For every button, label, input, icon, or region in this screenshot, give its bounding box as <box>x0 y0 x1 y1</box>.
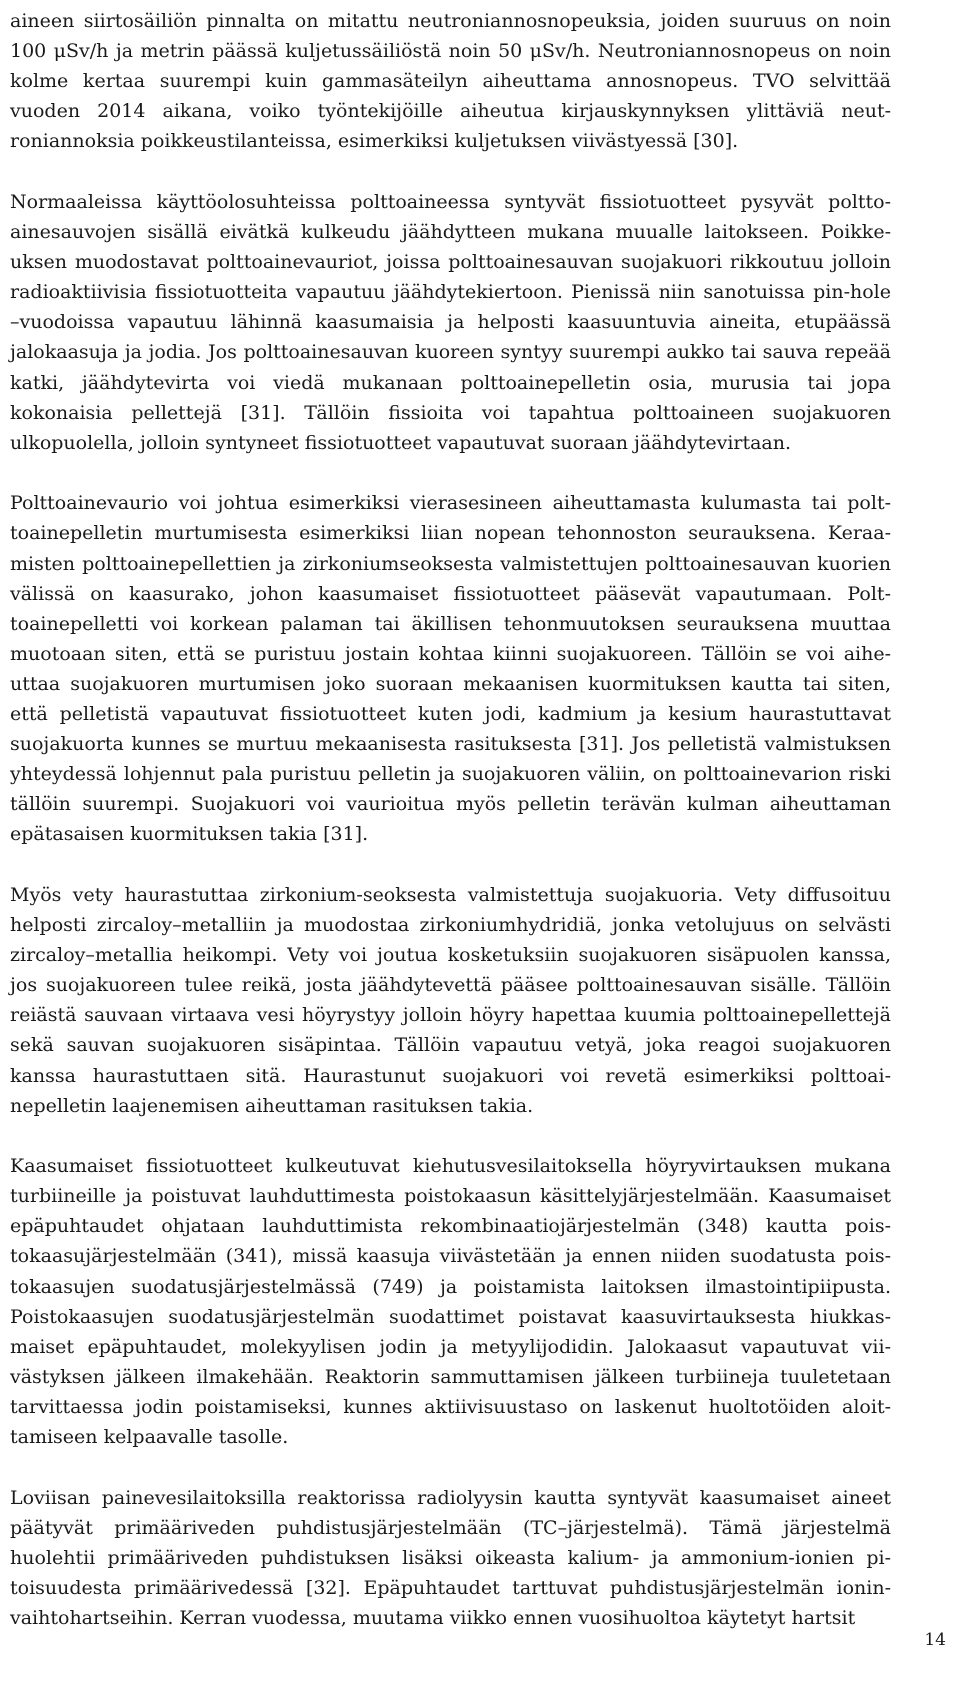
paragraph-gap <box>10 1452 891 1483</box>
paragraph-loviisa: Loviisan painevesilaitoksilla reaktorissa radiolyysin kautta syntyvät kaasumaiset aineet päätyvät primääriveden puhdistusjärjestelmään (TC–järjestelmä). Tämä järjestelmä huolehtii primääriveden puhdistuksen lisäksi oikeasta kalium- ja ammonium-ionien pitoisuudesta primäärivedessä [32]. Epäpuhtaudet tarttuvat puhdistusjärjestelmän ioninvaihtohartseihin. Kerran vuodessa, muutama viikko ennen vuosihuoltoa käytetyt hartsit <box>10 1486 891 1629</box>
paragraph-gap <box>10 156 891 187</box>
paragraph-gap <box>10 1121 891 1152</box>
paragraph-gaseous-fission-products: Kaasumaiset fissiotuotteet kulkeutuvat kiehutusvesilaitoksella höyryvirtauksen mukana turbiineille ja poistuvat lauhduttimesta poistokaasun käsittelyjärjestelmään. Kaasumaiset epäpuhtaudet ohjataan lauhduttimista rekombinaatiojärjestelmän (348) kautta poistokaasujärjestelmään (341), missä kaasuja viivästetään ja ennen niiden suodatusta poistokaasujen suodatusjärjestelmässä (749) ja poistamista laitoksen ilmastointipiipusta. Poistokaasujen suodatusjärjestelmän suodattimet poistavat kaasuvirtauksesta hiukkasmaiset epäpuhtaudet, molekyylisen jodin ja metyylijodidin. Jalokaasut vapautuvat viivästyksen jälkeen ilmakehään. Reaktorin sammuttamisen jälkeen turbiineja tuuletetaan tarvittaessa jodin poistamiseksi, kunnes aktiivisuustaso on laskenut huoltotöiden aloittamiseen kelpaavalle tasolle. <box>10 1155 891 1449</box>
page-number: 14 <box>924 1630 946 1650</box>
paragraph-gap <box>10 458 891 489</box>
paragraph-gap <box>10 849 891 880</box>
paragraph-neutron-dose: aineen siirtosäiliön pinnalta on mitattu neutroniannosnopeuksia, joiden suuruus on noin 100 μSv/h ja metrin päässä kuljetussäiliöstä noin 50 μSv/h. Neutroniannosnopeus on noin kolme kertaa suurempi kuin gammasäteilyn aiheuttama annosnopeus. TVO selvittää vuoden 2014 aikana, voiko työntekijöille aiheutua kirjauskynnyksen ylittäviä neutroniannoksia poikkeustilanteissa, esimerkiksi kuljetuksen viivästyessä [30]. <box>10 10 891 153</box>
paragraph-fission-products: Normaaleissa käyttöolosuhteissa polttoaineessa syntyvät fissiotuotteet pysyvät polttoainesauvojen sisällä eivätkä kulkeudu jäähdytteen mukana muualle laitokseen. Poikkeuksen muodostavat polttoainevauriot, joissa polttoainesauvan suojakuori rikkoutuu jolloin radioaktiivisia fissiotuotteita vapautuu jäähdytekiertoon. Pienissä niin sanotuissa pin-hole –vuodoissa vapautuu lähinnä kaasumaisia ja helposti kaasuuntuvia aineita, etupäässä jalokaasuja ja jodia. Jos polttoainesauvan kuoreen syntyy suurempi aukko tai sauva repeää katki, jäähdytevirta voi viedä mukanaan polttoainepelletin osia, murusia tai jopa kokonaisia pellettejä [31]. Tällöin fissioita voi tapahtua polttoaineen suojakuoren ulkopuolella, jolloin syntyneet fissiotuotteet vapautuvat suoraan jäähdytevirtaan. <box>10 190 891 454</box>
paragraph-hydrogen: Myös vety haurastuttaa zirkonium-seoksesta valmistettuja suojakuoria. Vety diffusoituu helposti zircaloy–metalliin ja muodostaa zirkoniumhydridiä, jonka vetolujuus on selvästi zircaloy–metallia heikompi. Vety voi joutua kosketuksiin suojakuoren sisäpuolen kanssa, jos suojakuoreen tulee reikä, josta jäähdytevettä pääsee polttoainesauvan sisälle. Tällöin reiästä sauvaan virtaava vesi höyrystyy jolloin höyry hapettaa kuumia polttoainepellettejä sekä sauvan suojakuoren sisäpintaa. Tällöin vapautuu vetyä, joka reagoi suojakuoren kanssa haurastuttaen sitä. Haurastunut suojakuori voi revetä esimerkiksi polttoainepelletin laajenemisen aiheuttaman rasituksen takia. <box>10 883 891 1117</box>
paragraph-fuel-damage: Polttoainevaurio voi johtua esimerkiksi vierasesineen aiheuttamasta kulumasta tai polttoainepelletin murtumisesta esimerkiksi liian nopean tehonnoston seurauksena. Keraamisten polttoainepellettien ja zirkoniumseoksesta valmistettujen polttoainesauvan kuorien välissä on kaasurako, johon kaasumaiset fissiotuotteet pääsevät vapautumaan. Polttoainepelletti voi korkean palaman tai äkillisen tehonmuutoksen seurauksena muuttaa muotoaan siten, että se puristuu jostain kohtaa kiinni suojakuoreen. Tällöin se voi aiheuttaa suojakuoren murtumisen joko suoraan mekaanisen kuormituksen kautta tai siten, että pelletistä vapautuvat fissiotuotteet kuten jodi, kadmium ja kesium haurastuttavat suojakuorta kunnes se murtuu mekaanisesta rasituksesta [31]. Jos pelletistä valmistuksen yhteydessä lohjennut pala puristuu pelletin ja suojakuoren väliin, on polttoainevarion riski tällöin suurempi. Suojakuori voi vaurioitua myös pelletin terävän kulman aiheuttaman epätasaisen kuormituksen takia [31]. <box>10 492 891 846</box>
